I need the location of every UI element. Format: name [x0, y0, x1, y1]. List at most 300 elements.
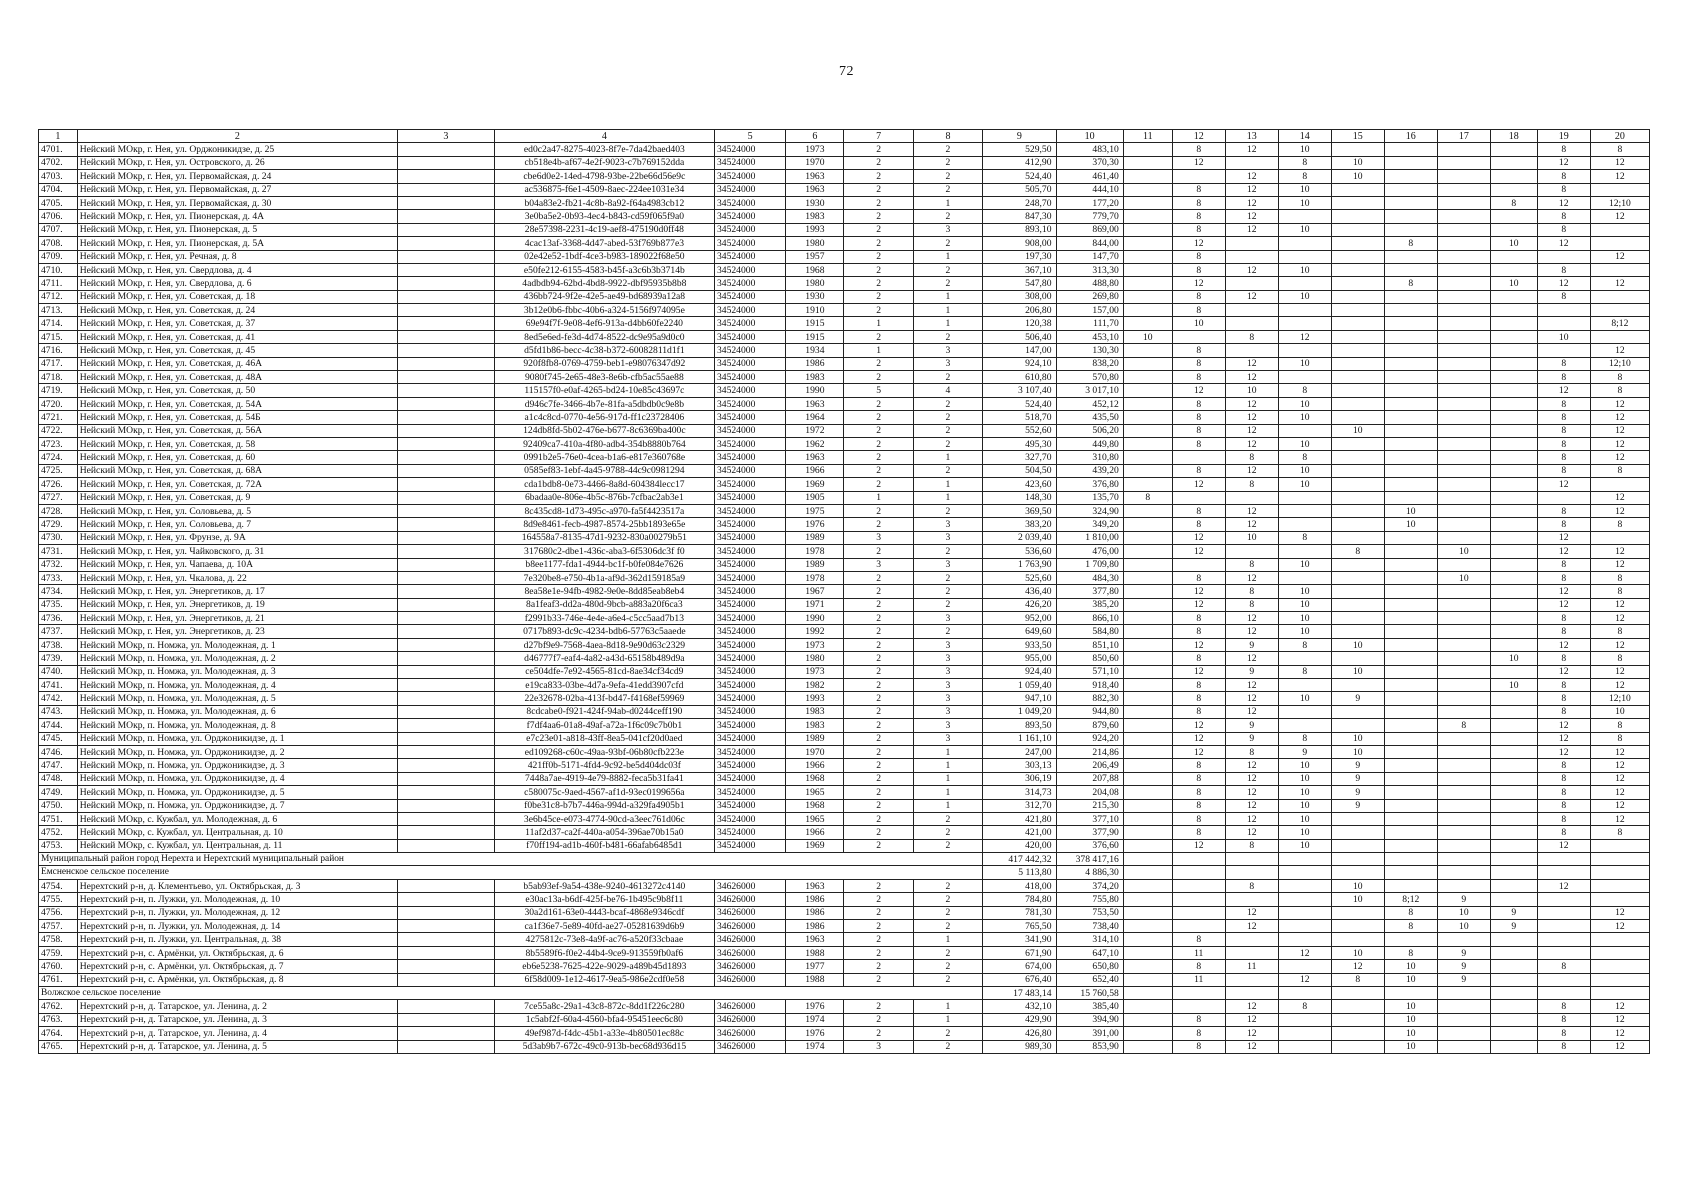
table-cell [1384, 638, 1437, 651]
table-cell: 952,00 [983, 612, 1056, 625]
table-cell: 2 [844, 371, 913, 384]
table-cell: 12 [1225, 397, 1278, 410]
table-cell: 1962 [786, 437, 844, 450]
table-cell: 844,00 [1056, 237, 1123, 250]
table-cell [1490, 799, 1537, 812]
table-cell [1437, 143, 1490, 156]
table-cell [1490, 384, 1537, 397]
table-row [39, 665, 1650, 678]
table-cell: 8 [1172, 250, 1225, 263]
table-cell: 8 [1172, 705, 1225, 718]
table-cell [1278, 920, 1331, 933]
table-cell [1437, 277, 1490, 290]
table-cell: 12 [1225, 826, 1278, 839]
table-cell: 34626000 [714, 1000, 785, 1013]
table-cell: 571,10 [1056, 665, 1123, 678]
table-cell [1437, 1027, 1490, 1040]
table-cell: 214,86 [1056, 745, 1123, 758]
table-cell: 2 [913, 920, 982, 933]
table-cell [1384, 745, 1437, 758]
table-cell: Нейский МОкр, г. Нея, ул. Первомайская, д. 24 [77, 170, 397, 183]
table-cell: 12 [1225, 371, 1278, 384]
table-cell: 8 [1172, 196, 1225, 209]
table-cell: 34524000 [714, 250, 785, 263]
table-cell: 4722. [39, 424, 78, 437]
table-cell: Нейский МОкр, п. Номжа, ул. Орджоникидзе, д. 2 [77, 745, 397, 758]
table-cell [1384, 705, 1437, 718]
table-cell: Нейский МОкр, г. Нея, ул. Советская, д. 68А [77, 464, 397, 477]
table-cell [397, 612, 494, 625]
table-cell: 1969 [786, 478, 844, 491]
table-row [39, 585, 1650, 598]
table-cell [1331, 478, 1384, 491]
table-cell: 8 [1590, 652, 1649, 665]
table-cell [397, 933, 494, 946]
table-cell: 4746. [39, 745, 78, 758]
table-cell [1384, 786, 1437, 799]
table-cell [1123, 545, 1172, 558]
table-cell: Нейский МОкр, с. Кужбал, ул. Центральная, д. 10 [77, 826, 397, 839]
table-cell: Нейский МОкр, г. Нея, ул. Речная, д. 8 [77, 250, 397, 263]
table-row [39, 424, 1650, 437]
table-cell: 444,10 [1056, 183, 1123, 196]
table-cell: 12 [1590, 156, 1649, 169]
table-cell: 8 [1537, 504, 1590, 517]
table-cell: Нейский МОкр, п. Номжа, ул. Молодежная, д. 4 [77, 679, 397, 692]
table-row [39, 504, 1650, 517]
column-number-row [39, 130, 1650, 143]
table-cell: 2 [844, 812, 913, 825]
table-cell: 1971 [786, 598, 844, 611]
table-cell [1437, 344, 1490, 357]
table-cell: 9 [1331, 786, 1384, 799]
table-cell: 10 [1278, 196, 1331, 209]
table-cell: 10 [1437, 571, 1490, 584]
table-cell: 9080f745-2e65-48e3-8e6b-cfb5ac55ae88 [494, 371, 714, 384]
table-cell: 12 [1172, 638, 1225, 651]
table-cell: Нерехтский р-н, с. Армёнки, ул. Октябрьская, д. 6 [77, 946, 397, 959]
table-cell: 4739. [39, 652, 78, 665]
table-cell [1225, 156, 1278, 169]
table-cell: 676,40 [983, 973, 1056, 986]
table-cell: 9 [1331, 772, 1384, 785]
table-cell: 12 [1172, 732, 1225, 745]
table-cell [1384, 571, 1437, 584]
table-cell: 649,60 [983, 625, 1056, 638]
table-cell [397, 504, 494, 517]
table-cell: 0585ef83-1ebf-4a45-9788-44c9c0981294 [494, 464, 714, 477]
table-cell: 34524000 [714, 464, 785, 477]
table-cell: 34524000 [714, 799, 785, 812]
table-cell: 506,20 [1056, 424, 1123, 437]
table-cell [1331, 196, 1384, 209]
table-cell [1331, 866, 1384, 879]
table-cell [1331, 598, 1384, 611]
table-cell: 10 [1490, 277, 1537, 290]
table-cell [1331, 1040, 1384, 1053]
table-cell [1123, 732, 1172, 745]
table-cell [1331, 397, 1384, 410]
table-cell: 8 [1537, 960, 1590, 973]
table-row [39, 960, 1650, 973]
table-cell: 8 [1172, 812, 1225, 825]
table-cell [1490, 371, 1537, 384]
table-cell [1384, 156, 1437, 169]
table-cell [1123, 612, 1172, 625]
table-cell: 12 [1225, 705, 1278, 718]
table-cell: b8ee1177-fda1-4944-bc1f-b0fe084e7626 [494, 558, 714, 571]
table-cell [397, 210, 494, 223]
table-cell: 10 [1278, 223, 1331, 236]
table-cell: Нерехтский р-н, д. Татарское, ул. Ленина, д. 5 [77, 1040, 397, 1053]
table-cell: 1988 [786, 946, 844, 959]
table-cell [1278, 652, 1331, 665]
table-cell: 8 [1225, 451, 1278, 464]
table-cell [1278, 705, 1331, 718]
table-cell: 12 [1590, 491, 1649, 504]
table-cell [1384, 826, 1437, 839]
table-cell: 385,40 [1056, 1000, 1123, 1013]
table-cell: 4743. [39, 705, 78, 718]
table-row [39, 786, 1650, 799]
table-cell [1490, 424, 1537, 437]
table-row [39, 277, 1650, 290]
table-cell: 34626000 [714, 920, 785, 933]
table-cell: 8 [1172, 518, 1225, 531]
table-cell: 2 [913, 960, 982, 973]
table-cell: 2 [844, 464, 913, 477]
table-cell: 2 [844, 478, 913, 491]
table-cell [397, 491, 494, 504]
table-cell: 34524000 [714, 478, 785, 491]
table-cell: 8 [1537, 1027, 1590, 1040]
table-cell: 377,80 [1056, 585, 1123, 598]
table-cell [397, 799, 494, 812]
table-cell: 34524000 [714, 692, 785, 705]
table-cell: 3 [913, 732, 982, 745]
table-cell [1384, 250, 1437, 263]
table-cell: 8 [1172, 772, 1225, 785]
table-cell [1490, 786, 1537, 799]
table-cell: 924,40 [983, 665, 1056, 678]
table-cell [397, 839, 494, 852]
table-cell: 8 [1172, 933, 1225, 946]
table-cell [1123, 759, 1172, 772]
table-cell: 2 [913, 973, 982, 986]
table-cell [397, 598, 494, 611]
table-cell [1490, 866, 1537, 879]
table-cell [1490, 987, 1537, 1000]
table-cell: 1977 [786, 960, 844, 973]
table-cell: 4735. [39, 598, 78, 611]
table-cell: 130,30 [1056, 344, 1123, 357]
table-cell: e7c23e01-a818-43ff-8ea5-041cf20d0aed [494, 732, 714, 745]
table-cell [1437, 652, 1490, 665]
table-cell: 308,00 [983, 290, 1056, 303]
table-cell: 2 [844, 839, 913, 852]
table-cell: Нейский МОкр, г. Нея, ул. Советская, д. 9 [77, 491, 397, 504]
table-cell: 765,50 [983, 920, 1056, 933]
table-cell: 34524000 [714, 277, 785, 290]
table-cell: 2 [913, 839, 982, 852]
table-cell [1437, 665, 1490, 678]
table-row [39, 879, 1650, 892]
table-cell: 8 [1172, 504, 1225, 517]
table-cell [1590, 866, 1649, 879]
table-cell: 10 [1278, 585, 1331, 598]
table-cell: 8 [1384, 277, 1437, 290]
table-cell [1490, 879, 1537, 892]
table-cell [1384, 196, 1437, 209]
table-cell: 4761. [39, 973, 78, 986]
table-cell: 12 [1537, 545, 1590, 558]
table-cell: 1 [913, 799, 982, 812]
table-cell: 4734. [39, 585, 78, 598]
table-cell: 3 107,40 [983, 384, 1056, 397]
table-cell [1123, 263, 1172, 276]
table-cell [1172, 866, 1225, 879]
table-cell: 452,12 [1056, 397, 1123, 410]
table-cell: 4760. [39, 960, 78, 973]
table-cell: Нейский МОкр, г. Нея, ул. Энергетиков, д. 19 [77, 598, 397, 611]
table-cell: 1966 [786, 826, 844, 839]
table-cell [1331, 491, 1384, 504]
table-row [39, 290, 1650, 303]
table-cell [1437, 304, 1490, 317]
table-cell [1278, 1013, 1331, 1026]
table-cell: 34524000 [714, 237, 785, 250]
table-cell: 924,10 [983, 357, 1056, 370]
table-cell: Нейский МОкр, п. Номжа, ул. Орджоникидзе, д. 5 [77, 786, 397, 799]
table-cell: 9 [1278, 745, 1331, 758]
table-cell: 1934 [786, 344, 844, 357]
table-cell: 1 [913, 317, 982, 330]
table-cell: 4754. [39, 879, 78, 892]
table-cell [1490, 304, 1537, 317]
table-cell [1537, 973, 1590, 986]
table-cell: 4733. [39, 571, 78, 584]
table-cell [1537, 933, 1590, 946]
table-cell [1490, 812, 1537, 825]
table-cell: 781,30 [983, 906, 1056, 919]
table-cell: 12;10 [1590, 692, 1649, 705]
table-cell: cb518e4b-af67-4e2f-9023-c7b769152dda [494, 156, 714, 169]
table-cell: Нейский МОкр, п. Номжа, ул. Орджоникидзе, д. 4 [77, 772, 397, 785]
table-cell: 383,20 [983, 518, 1056, 531]
table-row [39, 491, 1650, 504]
table-cell: Нейский МОкр, г. Нея, ул. Свердлова, д. 4 [77, 263, 397, 276]
table-cell: 8 [1172, 464, 1225, 477]
table-cell [397, 464, 494, 477]
table-cell: ce504dfe-7e92-4565-81cd-8ae34cf34cd9 [494, 665, 714, 678]
table-cell [1123, 411, 1172, 424]
table-cell: 2 [844, 960, 913, 973]
table-cell [1590, 183, 1649, 196]
table-cell: 206,49 [1056, 759, 1123, 772]
table-cell: Нерехтский р-н, п. Лужки, ул. Молодежная, д. 12 [77, 906, 397, 919]
table-cell: 28e57398-2231-4c19-aef8-475190d0ff48 [494, 223, 714, 236]
table-cell [397, 531, 494, 544]
table-cell [1437, 772, 1490, 785]
table-cell [397, 719, 494, 732]
table-cell: 2 [844, 250, 913, 263]
table-cell: 12 [1590, 906, 1649, 919]
table-cell [1490, 759, 1537, 772]
table-row [39, 1027, 1650, 1040]
table-cell [1437, 598, 1490, 611]
table-cell [1123, 625, 1172, 638]
table-cell: 34524000 [714, 451, 785, 464]
table-cell: 3 [913, 612, 982, 625]
table-cell: 8 [1172, 357, 1225, 370]
table-cell: 10 [1278, 464, 1331, 477]
table-cell: 8 [1331, 545, 1384, 558]
section-total-area: 417 442,32 [983, 853, 1056, 866]
table-cell: 12 [1278, 973, 1331, 986]
table-cell [1537, 317, 1590, 330]
table-cell: 10 [1537, 330, 1590, 343]
table-cell: 429,90 [983, 1013, 1056, 1026]
table-cell: 147,70 [1056, 250, 1123, 263]
table-cell: eb6e5238-7625-422e-9029-a489b45d1893 [494, 960, 714, 973]
table-cell: 2 [844, 732, 913, 745]
table-cell: 10 [1331, 745, 1384, 758]
table-cell [1384, 879, 1437, 892]
column-number: 4 [494, 130, 714, 143]
table-cell: 2 039,40 [983, 531, 1056, 544]
table-cell: 157,00 [1056, 304, 1123, 317]
table-cell: 4708. [39, 237, 78, 250]
table-cell: 2 [844, 679, 913, 692]
table-cell: 10 [1278, 625, 1331, 638]
table-cell [1490, 772, 1537, 785]
table-cell: 850,60 [1056, 652, 1123, 665]
table-cell [1490, 518, 1537, 531]
table-cell: 10 [1278, 799, 1331, 812]
column-number: 6 [786, 130, 844, 143]
table-cell: 8 [1172, 759, 1225, 772]
table-cell: 4adbdb94-62bd-4bd8-9922-dbf95935b8b8 [494, 277, 714, 290]
table-cell [397, 960, 494, 973]
table-row [39, 223, 1650, 236]
table-cell: a1c4c8cd-0770-4e56-917d-ff1c23728406 [494, 411, 714, 424]
table-cell: 10 [1490, 652, 1537, 665]
table-cell [1490, 478, 1537, 491]
table-cell: 12 [1225, 799, 1278, 812]
table-cell [1278, 518, 1331, 531]
table-cell: 8 [1537, 812, 1590, 825]
table-cell: 2 [844, 772, 913, 785]
table-cell: 2 [844, 330, 913, 343]
table-cell [1123, 317, 1172, 330]
table-cell: 3 [913, 518, 982, 531]
table-cell [397, 290, 494, 303]
table-cell [1490, 344, 1537, 357]
table-cell [397, 745, 494, 758]
table-cell [1437, 558, 1490, 571]
table-cell: 10 [1278, 263, 1331, 276]
table-row [39, 920, 1650, 933]
table-cell [397, 826, 494, 839]
table-cell: 2 [844, 437, 913, 450]
table-cell: 0991b2e5-76e0-4cea-b1a6-e817e360768e [494, 451, 714, 464]
table-cell: d946c7fe-3466-4b7e-81fa-a5dbdb0c9e8b [494, 397, 714, 410]
table-cell: 8 [1537, 170, 1590, 183]
table-cell: 8 [1537, 357, 1590, 370]
table-cell [1384, 424, 1437, 437]
table-cell: 12 [1225, 1013, 1278, 1026]
table-cell: 4718. [39, 371, 78, 384]
table-cell [1490, 290, 1537, 303]
table-cell: 12 [1537, 196, 1590, 209]
table-cell [1384, 612, 1437, 625]
table-cell: 2 [844, 799, 913, 812]
table-cell [1123, 531, 1172, 544]
table-cell: Нейский МОкр, п. Номжа, ул. Орджоникидзе, д. 3 [77, 759, 397, 772]
table-cell: 2 [844, 692, 913, 705]
table-cell: 4704. [39, 183, 78, 196]
table-cell [1437, 196, 1490, 209]
table-cell: 34524000 [714, 143, 785, 156]
table-cell: f2991b33-746e-4e4e-a6e4-c5cc5aad7b13 [494, 612, 714, 625]
housing-register-table [38, 129, 1650, 1054]
table-cell: 3 [913, 705, 982, 718]
table-cell [1437, 531, 1490, 544]
table-cell [1278, 719, 1331, 732]
table-cell [1384, 558, 1437, 571]
table-cell: 8 [1123, 491, 1172, 504]
table-cell: 1965 [786, 786, 844, 799]
table-cell: 349,20 [1056, 518, 1123, 531]
table-cell: 1990 [786, 612, 844, 625]
table-cell: 524,40 [983, 397, 1056, 410]
table-cell: 2 [844, 585, 913, 598]
table-cell: Нерехтский р-н, п. Лужки, ул. Молодежная, д. 10 [77, 893, 397, 906]
table-cell: 10 [1331, 156, 1384, 169]
table-cell: cda1bdb8-0e73-4466-8a8d-604384lecc17 [494, 478, 714, 491]
table-cell: 8 [1278, 638, 1331, 651]
table-cell [1384, 692, 1437, 705]
table-cell [1490, 545, 1537, 558]
table-cell [397, 196, 494, 209]
table-cell: 12 [1590, 1040, 1649, 1053]
table-cell [1278, 987, 1331, 1000]
table-cell: 34626000 [714, 1013, 785, 1026]
table-cell [1490, 531, 1537, 544]
table-cell: 8 [1225, 585, 1278, 598]
table-cell: 4713. [39, 304, 78, 317]
table-cell [1490, 397, 1537, 410]
table-cell: 4738. [39, 638, 78, 651]
table-cell: 1989 [786, 531, 844, 544]
table-cell: 1 [913, 478, 982, 491]
table-cell: 1983 [786, 719, 844, 732]
table-cell: 4711. [39, 277, 78, 290]
table-cell [1437, 759, 1490, 772]
table-cell: 8 [1537, 210, 1590, 223]
table-cell [1590, 478, 1649, 491]
table-cell: 8 [1537, 290, 1590, 303]
table-cell: 6badaa0e-806e-4b5c-876b-7cfbac2ab3e1 [494, 491, 714, 504]
table-cell: 22e32678-02ba-413f-bd47-f4168ef59969 [494, 692, 714, 705]
table-cell: 34524000 [714, 263, 785, 276]
table-cell: Нейский МОкр, г. Нея, ул. Островского, д. 26 [77, 156, 397, 169]
table-cell [1331, 183, 1384, 196]
table-cell: 9 [1437, 960, 1490, 973]
table-cell: 34524000 [714, 411, 785, 424]
table-cell [397, 1040, 494, 1053]
table-cell [1384, 170, 1437, 183]
